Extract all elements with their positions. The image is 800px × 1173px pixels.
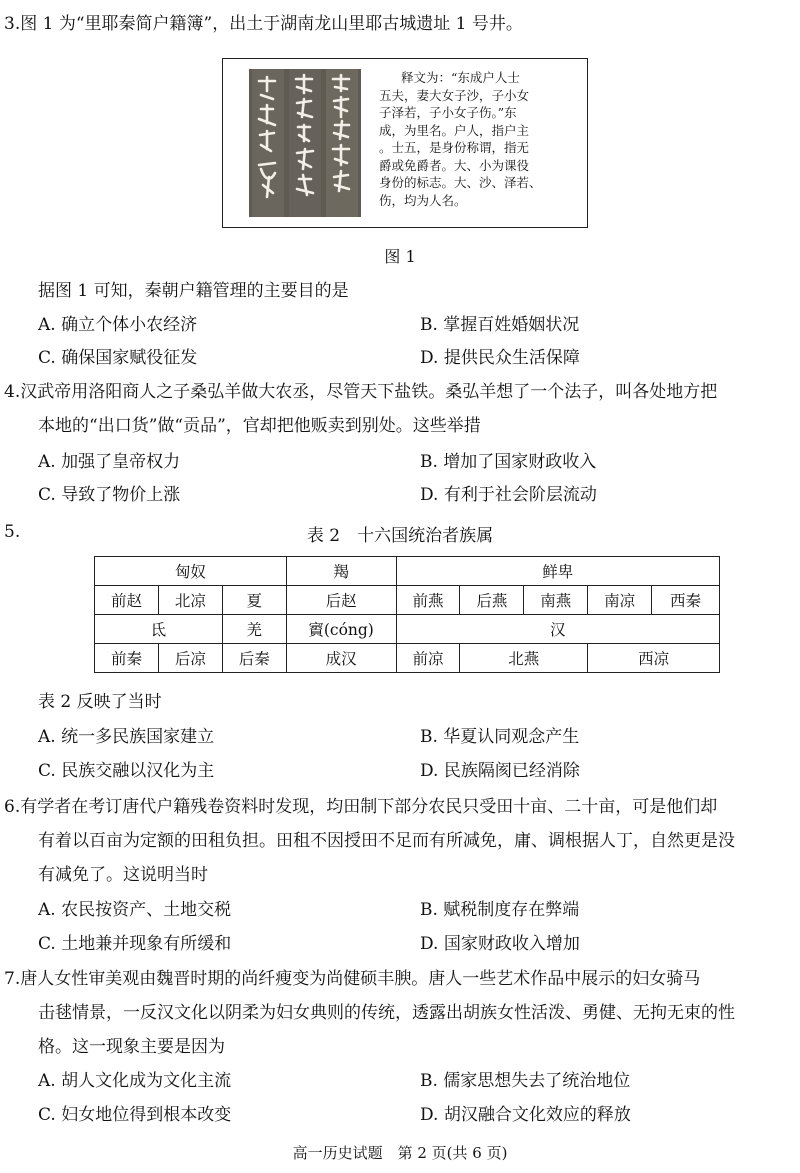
q4-line-2: 本地的“出口货”做“贡品”，官却把他贩卖到别处。这些举措 xyxy=(38,416,481,436)
gloss-line: 子泽若，子小女子伤。”东 xyxy=(379,105,517,120)
figure-1-caption: 图 1 xyxy=(384,247,416,266)
table-cell: 南凉 xyxy=(588,586,652,615)
q6-line-2: 有着以百亩为定额的田租负担。田租不因授田不足而有所减免，庸、调根据人丁，自然更是没 xyxy=(38,831,735,851)
q5-option-a[interactable]: A. 统一多民族国家建立 xyxy=(38,727,215,747)
gloss-line: 身份的标志。大、沙、泽若、 xyxy=(379,175,542,190)
table-cell: 成汉 xyxy=(286,644,396,673)
gloss-line: 成，为里名。户人，指户主 xyxy=(379,122,530,138)
q3-stem: 3.图 1 为“里耶秦简户籍簿”，出土于湖南龙山里耶古城遗址 1 号井。 xyxy=(4,14,523,34)
q5-number: 5. xyxy=(4,522,21,542)
table-cell: 羯 xyxy=(286,557,396,586)
q3-option-b[interactable]: B. 掌握百姓婚姻状况 xyxy=(420,315,580,335)
q4-option-a[interactable]: A. 加强了皇帝权力 xyxy=(38,452,181,472)
table-cell: 汉 xyxy=(396,615,719,644)
q6-line-3: 有减免了。这说明当时 xyxy=(38,865,208,885)
table-cell: 后赵 xyxy=(286,586,396,615)
q6-option-a[interactable]: A. 农民按资产、土地交税 xyxy=(38,900,232,920)
q7-line-1: 7.唐人女性审美观由魏晋时期的尚纤瘦变为尚健硕丰腴。唐人一些艺术作品中展示的妇女骑马 xyxy=(4,969,701,989)
bamboo-slip-image xyxy=(249,69,361,217)
table-cell: 后燕 xyxy=(460,586,524,615)
table-cell: 夏 xyxy=(222,586,286,615)
table-2 xyxy=(94,556,720,673)
table-cell: 北凉 xyxy=(158,586,222,615)
table-cell: 前赵 xyxy=(95,586,159,615)
gloss-line: 伤，均为人名。 xyxy=(379,192,467,208)
table-cell: 鲜卑 xyxy=(396,557,719,586)
gloss-line: 释文为：“东成户人士 xyxy=(401,70,520,85)
table-cell: 西凉 xyxy=(588,644,720,673)
page-footer: 高一历史试题 第 2 页(共 6 页) xyxy=(292,1144,508,1162)
q7-option-b[interactable]: B. 儒家思想失去了统治地位 xyxy=(420,1071,631,1091)
table-cell: 賨(cóng) xyxy=(286,615,396,644)
q7-option-a[interactable]: A. 胡人文化成为文化主流 xyxy=(38,1071,232,1091)
table-cell: 后凉 xyxy=(158,644,222,673)
q4-option-b[interactable]: B. 增加了国家财政收入 xyxy=(420,452,597,472)
figure-1-gloss xyxy=(379,69,579,209)
table-cell: 前凉 xyxy=(396,644,460,673)
q6-option-c[interactable]: C. 土地兼并现象有所缓和 xyxy=(38,934,232,954)
table-row xyxy=(95,644,720,673)
table-cell: 后秦 xyxy=(222,644,286,673)
q6-option-b[interactable]: B. 赋税制度存在弊端 xyxy=(420,900,580,920)
gloss-line: 五夫，妻大女子沙，子小女 xyxy=(379,87,530,103)
gloss-line: 。士五，是身份称谓，指无 xyxy=(379,140,530,155)
bamboo-slip-drawing xyxy=(249,69,361,217)
q5-option-d[interactable]: D. 民族隔阂已经消除 xyxy=(420,761,580,781)
table-cell: 南燕 xyxy=(524,586,588,615)
table-row xyxy=(95,557,720,586)
table-cell: 西秦 xyxy=(652,586,720,615)
table-row xyxy=(95,615,720,644)
table-cell: 前燕 xyxy=(396,586,460,615)
q3-option-a[interactable]: A. 确立个体小农经济 xyxy=(38,315,198,335)
table-row xyxy=(95,586,720,615)
table-cell: 羌 xyxy=(222,615,286,644)
q3-option-c[interactable]: C. 确保国家赋役征发 xyxy=(38,348,198,368)
q6-line-1: 6.有学者在考订唐代户籍残卷资料时发现，均田制下部分农民只受田十亩、二十亩，可是他们却 xyxy=(4,797,718,817)
gloss-line: 爵或免爵者。大、小为课役 xyxy=(379,157,530,173)
table-cell: 氐 xyxy=(95,615,223,644)
q3-question: 据图 1 可知，秦朝户籍管理的主要目的是 xyxy=(38,281,349,301)
table-2-title: 表 2 十六国统治者族属 xyxy=(306,526,494,546)
figure-1 xyxy=(222,58,588,228)
q4-option-c[interactable]: C. 导致了物价上涨 xyxy=(38,485,181,505)
table-cell: 北燕 xyxy=(460,644,588,673)
q5-option-b[interactable]: B. 华夏认同观念产生 xyxy=(420,727,580,747)
q7-line-3: 格。这一现象主要是因为 xyxy=(38,1037,225,1057)
q6-option-d[interactable]: D. 国家财政收入增加 xyxy=(420,934,580,954)
q4-option-d[interactable]: D. 有利于社会阶层流动 xyxy=(420,485,597,505)
table-cell: 前秦 xyxy=(95,644,159,673)
q3-option-d[interactable]: D. 提供民众生活保障 xyxy=(420,348,580,368)
q5-question: 表 2 反映了当时 xyxy=(38,692,162,712)
q7-option-c[interactable]: C. 妇女地位得到根本改变 xyxy=(38,1105,232,1125)
q4-line-1: 4.汉武帝用洛阳商人之子桑弘羊做大农丞，尽管天下盐铁。桑弘羊想了一个法子，叫各处地方把 xyxy=(4,382,718,402)
q7-option-d[interactable]: D. 胡汉融合文化效应的释放 xyxy=(420,1105,631,1125)
table-cell: 匈奴 xyxy=(95,557,287,586)
q5-option-c[interactable]: C. 民族交融以汉化为主 xyxy=(38,761,215,781)
q7-line-2: 击毬情景，一反汉文化以阴柔为妇女典则的传统，透露出胡族女性活泼、勇健、无拘无束的性 xyxy=(38,1003,735,1023)
